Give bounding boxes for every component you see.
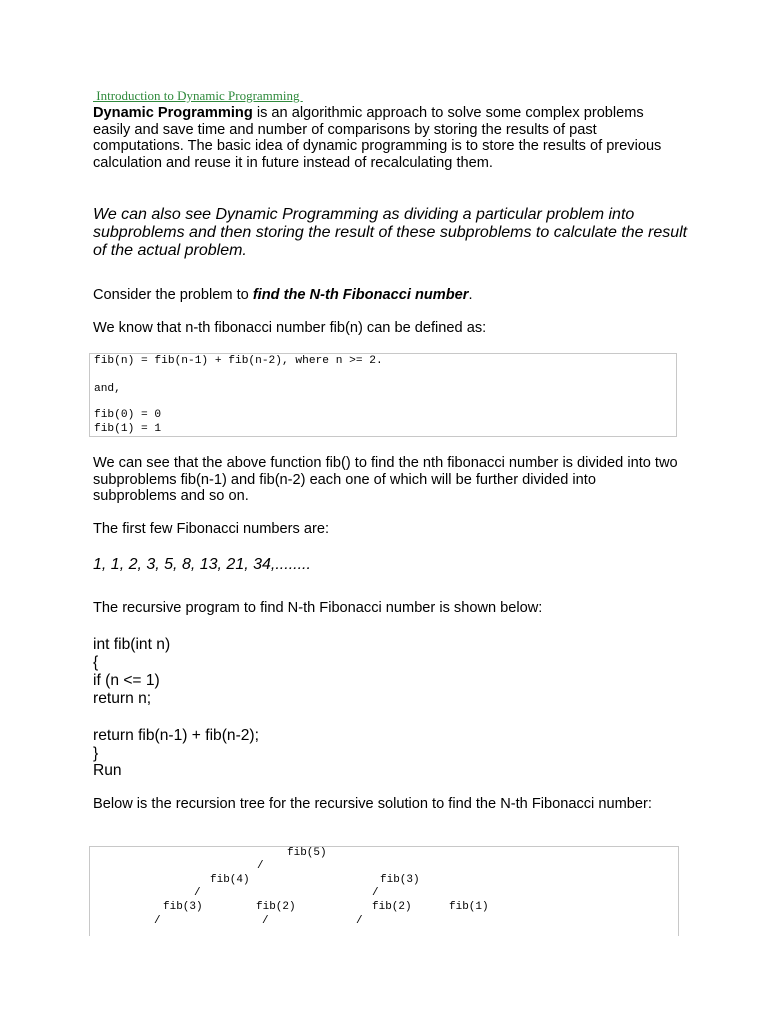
intro-paragraph	[93, 105, 683, 171]
tree-branch: /	[194, 887, 201, 899]
program-line: return fib(n-1) + fib(n-2);	[93, 727, 259, 744]
consider-suffix: .	[468, 287, 473, 303]
tree-node: fib(2)	[372, 901, 412, 913]
first-few-line: The first few Fibonacci numbers are:	[93, 521, 330, 537]
code-line: fib(0) = 0	[94, 409, 162, 421]
recursive-intro: The recursive program to find N-th Fibonacci number is shown below:	[93, 600, 543, 616]
consider-emphasis: find the N-th Fibonacci number	[252, 287, 469, 303]
code-line: fib(n) = fib(n-1) + fib(n-2), where n >= 2.	[94, 355, 383, 367]
intro-bold-term: Dynamic Programming	[93, 105, 253, 121]
program-line: int fib(int n)	[93, 636, 171, 653]
program-line: }	[93, 745, 99, 762]
divided-paragraph: We can see that the above function fib() to find the nth fibonacci number is divided into two subproblems fib(n-1) and fib(n-2) each one of which will be further divided into subproblems and so on.	[93, 455, 678, 505]
tree-intro: Below is the recursion tree for the recursive solution to find the N-th Fibonacci number:	[93, 796, 652, 812]
code-line: fib(1) = 1	[94, 423, 162, 435]
run-label: Run	[93, 762, 122, 779]
code-line: and,	[94, 383, 121, 395]
tree-branch: /	[356, 915, 363, 927]
know-line: We know that n-th fibonacci number fib(n) can be defined as:	[93, 320, 487, 336]
tree-branch: /	[262, 915, 269, 927]
definition-code-box	[89, 353, 677, 437]
tree-branch: /	[257, 860, 264, 872]
tree-node: fib(2)	[256, 901, 296, 913]
intro-text: is an algorithmic approach to solve some complex problems easily and save time and number of comparisons by storing the results of past computations. The basic idea of dynamic programming is to store the results of previous calculation and reuse it in future instead of recalculating them.	[93, 105, 662, 171]
consider-line	[93, 287, 473, 304]
tree-node: fib(4)	[210, 874, 250, 886]
italic-paragraph: We can also see Dynamic Programming as dividing a particular problem into subproblems and then storing the result of these subproblems to calculate the result of the actual problem.	[93, 206, 688, 260]
tree-node: fib(1)	[449, 901, 489, 913]
program-line: if (n <= 1)	[93, 672, 160, 689]
consider-prefix: Consider the problem to	[93, 287, 253, 303]
tree-node: fib(3)	[380, 874, 420, 886]
fibonacci-sequence: 1, 1, 2, 3, 5, 8, 13, 21, 34,........	[93, 556, 311, 573]
tree-node: fib(5)	[287, 847, 327, 859]
tree-branch: /	[154, 915, 161, 927]
recursion-tree-box	[89, 846, 679, 936]
tree-node: fib(3)	[163, 901, 203, 913]
program-line: return n;	[93, 690, 152, 707]
tree-branch: /	[372, 887, 379, 899]
section-heading: Introduction to Dynamic Programming	[93, 88, 303, 103]
program-line: {	[93, 654, 99, 671]
